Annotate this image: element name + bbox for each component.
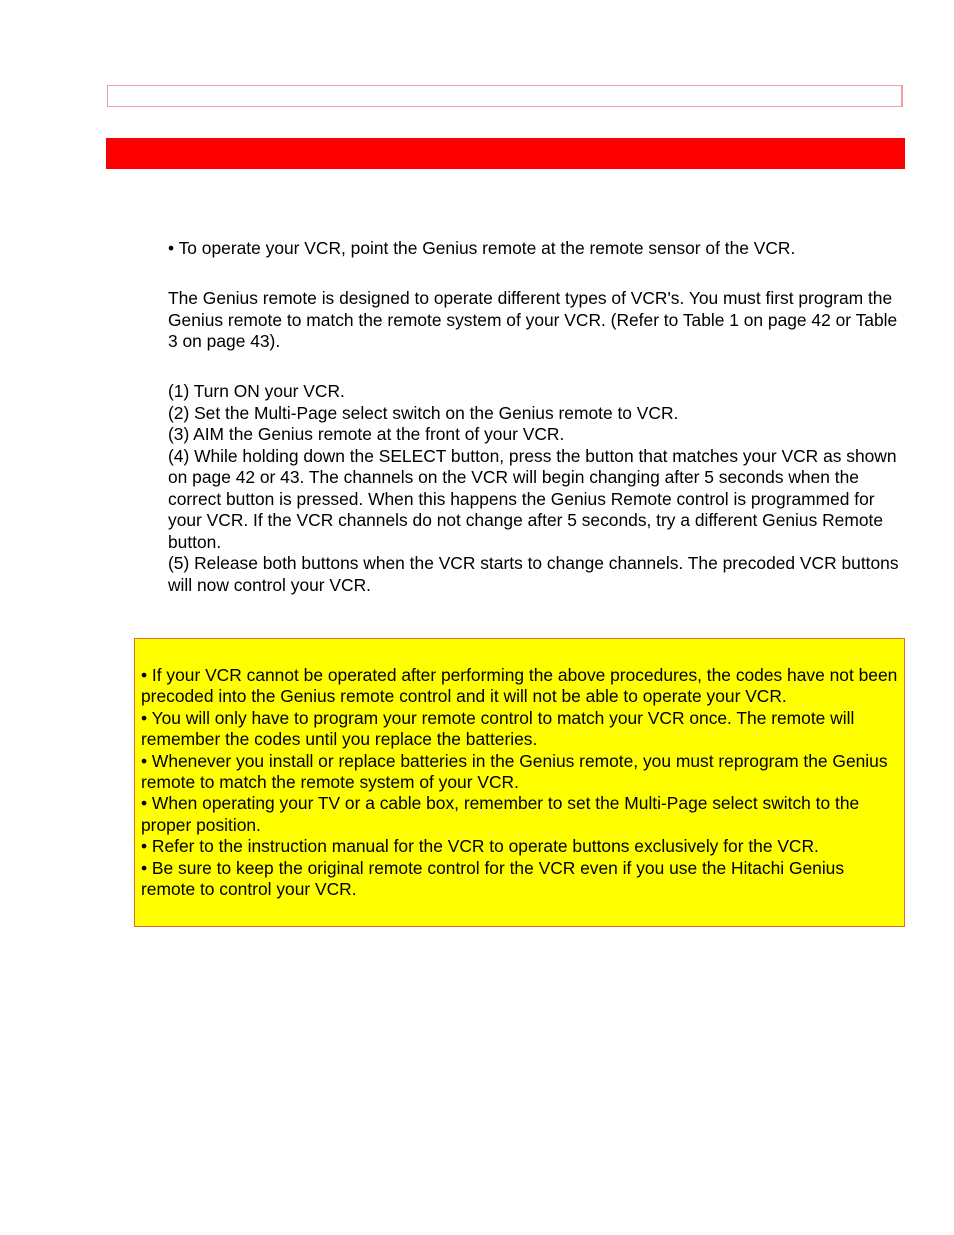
note-item: • Be sure to keep the original remote control for the VCR even if you use the Hitachi Genius remote to control your VCR. <box>141 857 845 900</box>
note-item: • If your VCR cannot be operated after performing the above procedures, the codes have not been precoded into the Genius remote control and it will not be able to operate your VCR. <box>141 665 898 707</box>
step-item: (4) While holding down the SELECT button, press the button that matches your VCR as shown on page 42 or 43. The channels on the VCR will begin changing after 5 seconds when the correct button is pressed. When this happens the Genius Remote control is programmed for your VCR. If the VCR channels do not change after 5 seconds, try a different Genius Remote button. <box>168 445 897 552</box>
header-outline-box <box>107 85 903 107</box>
notes-list <box>141 665 902 900</box>
note-item: • When operating your TV or a cable box, remember to set the Multi-Page select switch to the proper position. <box>141 793 860 835</box>
intro-bullet: • To operate your VCR, point the Genius remote at the remote sensor of the VCR. <box>168 238 796 258</box>
section-header-bar <box>106 138 905 169</box>
step-item: (2) Set the Multi-Page select switch on the Genius remote to VCR. <box>168 402 679 423</box>
description-paragraph: The Genius remote is designed to operate different types of VCR's. You must first program the Genius remote to match the remote system of your VCR. (Refer to Table 1 on page 42 or Table 3 on page 43). <box>168 288 898 351</box>
note-item: • Refer to the instruction manual for the VCR to operate buttons exclusively for the VCR. <box>141 836 819 857</box>
notes-box <box>134 638 905 927</box>
step-item: (5) Release both buttons when the VCR starts to change channels. The precoded VCR buttons will now control your VCR. <box>168 553 899 595</box>
step-item: (1) Turn ON your VCR. <box>168 381 345 401</box>
note-item: • Whenever you install or replace batteries in the Genius remote, you must reprogram the Genius remote to match the remote system of your VCR. <box>141 750 888 793</box>
step-item: (3) AIM the Genius remote at the front of your VCR. <box>168 424 565 444</box>
steps-list <box>168 381 908 596</box>
note-item: • You will only have to program your remote control to match your VCR once. The remote will remember the codes until you replace the batteries. <box>141 707 855 750</box>
